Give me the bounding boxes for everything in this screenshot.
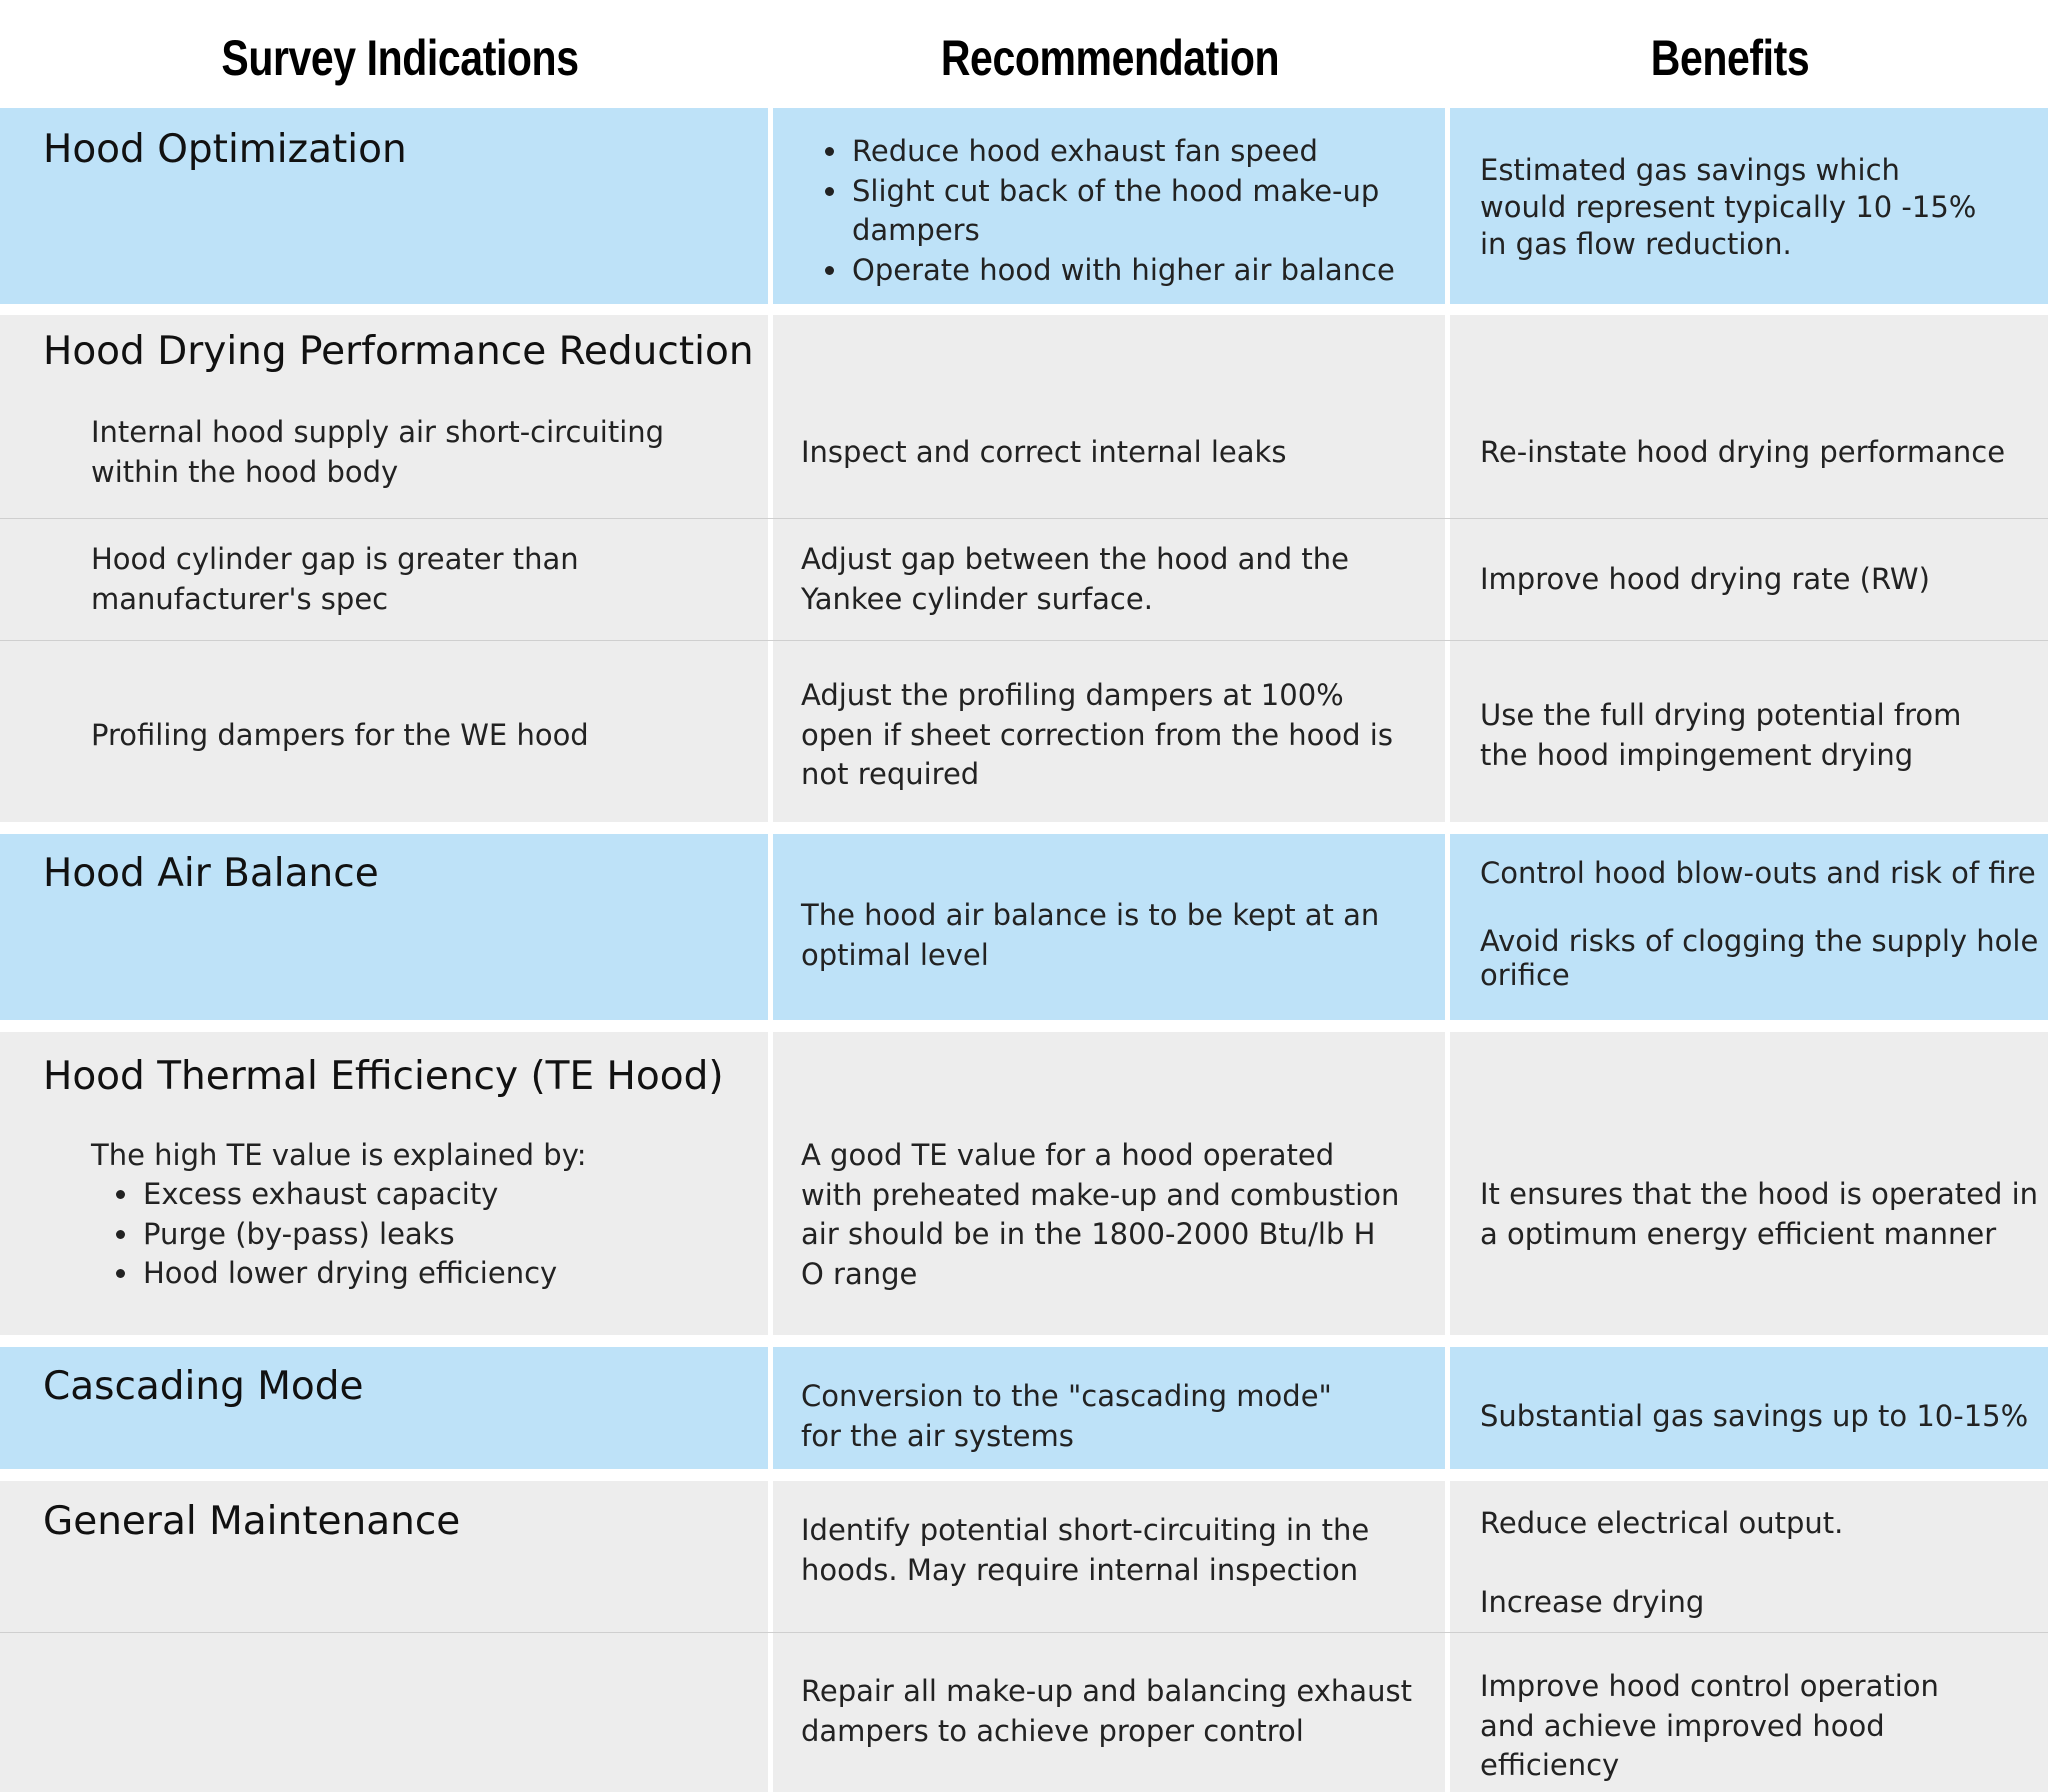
reason-list	[91, 1175, 557, 1294]
recommendation-text: Adjust the profiling dampers at 100% open if sheet correction from the hood is not required	[801, 678, 1393, 791]
section-title: Hood Drying Performance Reduction	[43, 329, 754, 374]
survey-text: Profiling dampers for the WE hood	[91, 718, 589, 752]
list-item: • Operate hood with higher air balance	[850, 251, 1401, 291]
header-survey-indications: Survey Indications	[221, 30, 579, 86]
recommendation-text: Inspect and correct internal leaks	[801, 435, 1287, 469]
benefit-text: Estimated gas savings which would represent typically 10 -15% in gas flow reduction.	[1480, 153, 1977, 261]
benefit-text: Improve hood drying rate (RW)	[1480, 562, 1930, 596]
survey-text: Hood cylinder gap is greater than manufacturer's spec	[91, 542, 579, 616]
benefit-text: Substantial gas savings up to 10-15%	[1480, 1399, 2029, 1433]
section-title: Hood Thermal Efficiency (TE Hood)	[43, 1054, 724, 1099]
recommendation-text: Conversion to the "cascading mode" for the air systems	[801, 1379, 1332, 1453]
recommendation-list	[801, 132, 1401, 290]
benefit-text: It ensures that the hood is operated in a optimum energy efficient manner	[1480, 1177, 2039, 1251]
section-title: General Maintenance	[43, 1499, 461, 1544]
benefit-text: Re-instate hood drying performance	[1480, 435, 2006, 469]
header-recommendation: Recommendation	[940, 30, 1280, 86]
list-item: • Slight cut back of the hood make-up dampers	[850, 172, 1392, 251]
recommendation-text: Adjust gap between the hood and the Yankee cylinder surface.	[801, 542, 1349, 616]
benefit-text: Use the full drying potential from the hood impingement drying	[1480, 698, 1962, 772]
recommendation-text: The hood air balance is to be kept at an optimal level	[801, 898, 1380, 972]
benefit-text: Improve hood control operation and achieve improved hood efficiency	[1480, 1669, 1939, 1782]
survey-intro: The high TE value is explained by:	[91, 1138, 587, 1172]
section-title: Hood Air Balance	[43, 851, 379, 896]
benefit-text: Avoid risks of clogging the supply hole orifice	[1480, 924, 2039, 992]
list-item: • Reduce hood exhaust fan speed	[850, 132, 1401, 172]
survey-text: Internal hood supply air short-circuiting within the hood body	[91, 415, 665, 489]
benefit-text: Control hood blow-outs and risk of fire	[1480, 856, 2036, 890]
benefit-text: Increase drying	[1480, 1585, 1705, 1619]
section-title: Hood Optimization	[43, 127, 407, 172]
benefit-text: Reduce electrical output.	[1480, 1506, 1844, 1540]
recommendation-text: Identify potential short-circuiting in the hoods. May require internal inspection	[801, 1513, 1370, 1587]
recommendation-text: Repair all make-up and balancing exhaust dampers to achieve proper control	[801, 1674, 1412, 1748]
section-title: Cascading Mode	[43, 1364, 364, 1409]
list-item: • Hood lower drying efficiency	[141, 1254, 557, 1294]
list-item: • Excess exhaust capacity	[141, 1175, 557, 1215]
recommendation-text: A good TE value for a hood operated with preheated make-up and combustion air should be in the 1800-2000 Btu/lb H O range	[801, 1138, 1400, 1291]
list-item: • Purge (by-pass) leaks	[141, 1215, 557, 1255]
header-benefits: Benefits	[1650, 30, 1810, 86]
